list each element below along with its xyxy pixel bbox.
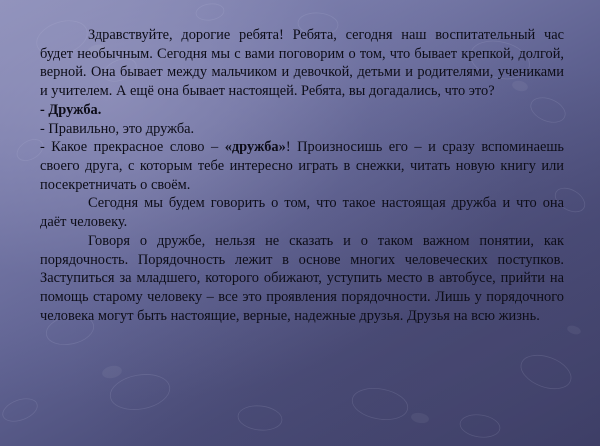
wonderful-word-suffix: ! Произносишь его – и сразу вспоминаешь своего друга, с которым тебе интересно играть в снежки, читать новую книгу или посекретничать о своём. [40,139,564,193]
wonderful-word-emphasis: «дружба» [224,139,286,156]
wonderful-word-prefix: - Какое прекрасное слово – [40,139,225,156]
paragraph-decency: Говоря о дружбе, нельзя не сказать и о таком важном понятии, как порядочность. Порядочность лежит в основе многих человеческих поступков. Заступиться за младшего, которого обижают, уступить место в автобусе, прийти на помощь старому человеку – все это проявления порядочности. Лишь у порядочного человека могут быть настоящие, верные, надежные друзья. Друзья на всю жизнь. [40,232,564,324]
paragraph-intro: Здравствуйте, дорогие ребята! Ребята, сегодня наш воспитательный час будет необычным. Сегодня мы с вами поговорим о том, что бывает крепкой, долгой, верной. Она бывает между мальчиком и девочкой, детьми и родителями, учениками и учителем. А ещё она бывает настоящей. Ребята, вы догадались, что это? [40,27,564,100]
paragraph-answer-friendship: - Дружба. [40,101,102,118]
slide-text-body [40,26,564,326]
paragraph-today-topic: Сегодня мы будем говорить о том, что такое настоящая дружба и что она даёт человеку. [40,195,564,231]
paragraph-wonderful-word [40,138,564,194]
paragraph-confirm: - Правильно, это дружба. [40,120,195,137]
